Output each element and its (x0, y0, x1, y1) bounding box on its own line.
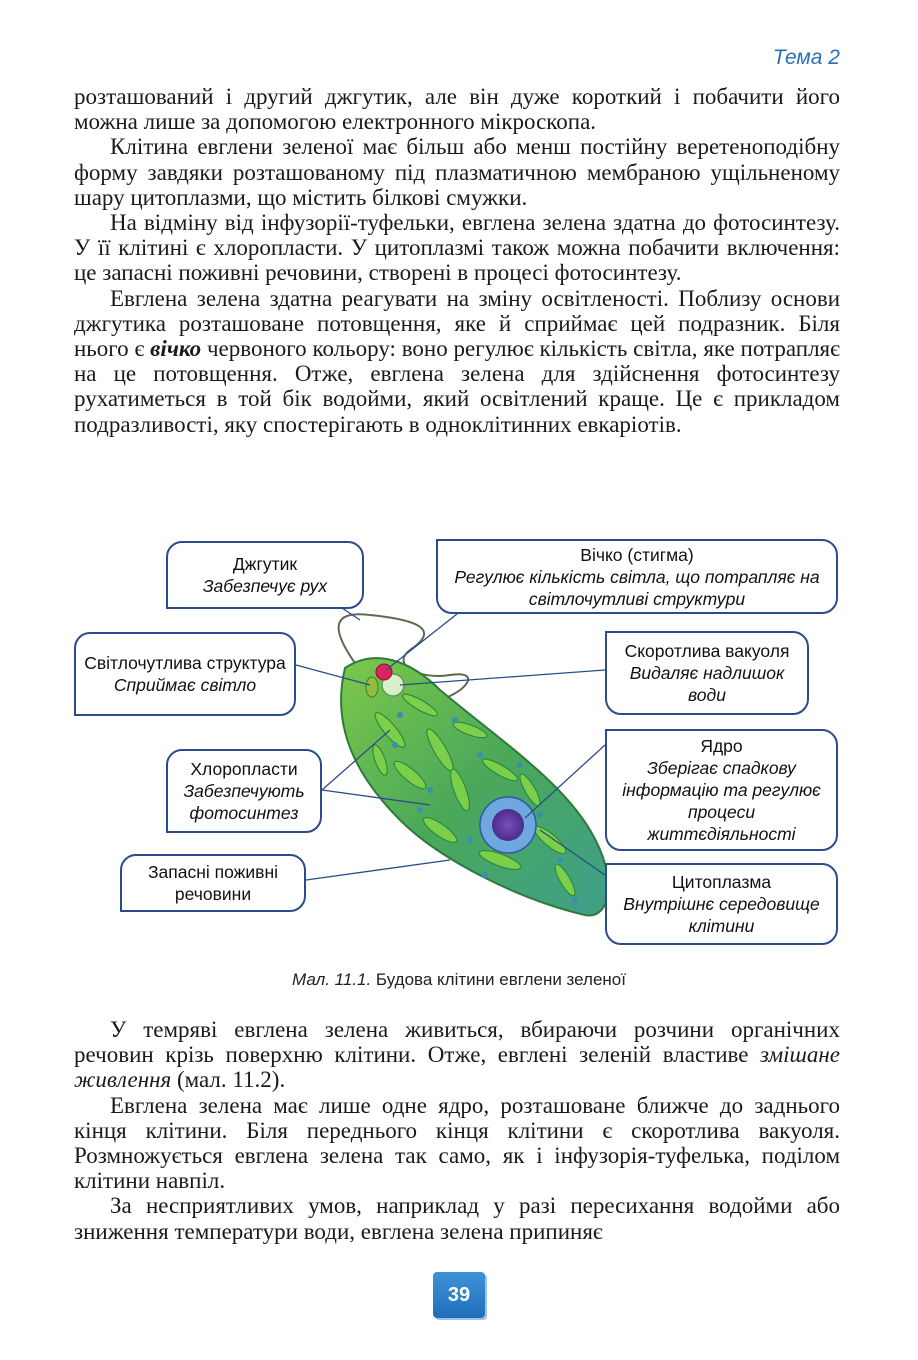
paragraph: Клітина евглени зеленої має більш або менш постійну веретеноподібну форму завдяки розташованому під плазматичною мембраною ущільненому шару цитоплазми, що містить білкові смужки. (74, 134, 840, 210)
paragraph-text: У темряві евглена зелена живиться, вбираючи розчини органічних речовин крізь поверхню клітини. Отже, евглені зеленій властиве (74, 1017, 840, 1068)
figure-caption (0, 970, 918, 990)
label-title: Джгутик (232, 554, 298, 574)
label-nucleus (605, 729, 838, 851)
label-desc: Сприймає світло (113, 675, 257, 695)
label-cytoplasm (605, 863, 838, 945)
paragraph (74, 1017, 840, 1093)
term-eyespot: вічко (150, 336, 202, 362)
paragraph-text: червоного кольору: воно регулює кількість світла, яке потрапляє на це потовщення. Отже, евглена зелена для здійснення фотосинтезу рухатиметься в той бік водойми, який освітлений краще. Це є прикладом подразливості, яку спостерігають в одноклітинних евкаріотів. (74, 336, 840, 437)
term-mixed-nutrition: змішане живлення (74, 1042, 840, 1093)
label-desc: Внутрішнє середовище клітини (623, 894, 820, 936)
label-desc: Регулює кількість світла, що потрапляє на світлочутливі структури (454, 566, 820, 609)
label-photoreceptor (74, 632, 296, 716)
label-reserves (120, 854, 306, 912)
paragraph: Евглена зелена має лише одне ядро, розташоване ближче до заднього кінця клітини. Біля переднього кінця клітини є скоротлива вакуоля. Розмножується евглена зелена так само, як і інфузорія-туфелька, поділом клітини навпіл. (74, 1092, 840, 1194)
label-desc: Забезпечує рух (202, 576, 328, 596)
paragraph (74, 286, 840, 437)
text-block-bottom (74, 1017, 840, 1244)
paragraph: На відміну від інфузорії-туфельки, евглена зелена здатна до фотосинтезу. У її клітині є хлоропласти. У цитоплазмі також можна побачити включення: це запасні поживні речовини, створені в процесі фотосинтезу. (74, 210, 840, 286)
label-title: Світлочутлива структура (84, 653, 286, 673)
label-desc: Видаляє надлишок води (629, 663, 785, 705)
caption-text: Будова клітини евглени зеленої (371, 970, 626, 989)
figure-ref: Мал. 11.1. (292, 970, 372, 989)
text-block-top (74, 84, 840, 437)
label-contractile-vacuole (605, 631, 809, 715)
label-flagellum (166, 541, 364, 609)
label-title: Ядро (700, 736, 743, 756)
label-eyespot (436, 539, 838, 614)
nucleus (492, 809, 524, 841)
label-title: Цитоплазма (671, 872, 772, 892)
euglena-figure (0, 530, 918, 970)
paragraph-text: (мал. 11.2). (171, 1067, 286, 1093)
photoreceptor (366, 677, 378, 697)
label-title: Хлоропласти (190, 759, 298, 779)
label-title: Вічко (стигма) (580, 544, 694, 565)
chapter-header: Тема 2 (772, 46, 840, 69)
label-desc: Зберігає спадкову інформацію та регулює процеси життєдіяльності (622, 758, 821, 844)
paragraph: розташований і другий джгутик, але він дуже короткий і побачити його можна лише за допомогою електронного мікроскопа. (74, 84, 840, 135)
label-desc: Забезпечують фотосинтез (183, 781, 305, 823)
label-title: Запасні поживні речовини (147, 862, 279, 904)
paragraph: За несприятливих умов, наприклад у разі пересихання водойми або зниження температури води, евглена зелена припиняє (74, 1193, 840, 1244)
page-number: 39 (433, 1272, 485, 1318)
label-chloroplasts (166, 749, 322, 833)
paragraph-text: Евглена зелена здатна реагувати на зміну освітленості. Поблизу основи джгутика розташоване потовщення, яке й сприймає цей подразник. Біля нього є (74, 285, 840, 362)
label-title: Скоротлива вакуоля (624, 641, 790, 661)
